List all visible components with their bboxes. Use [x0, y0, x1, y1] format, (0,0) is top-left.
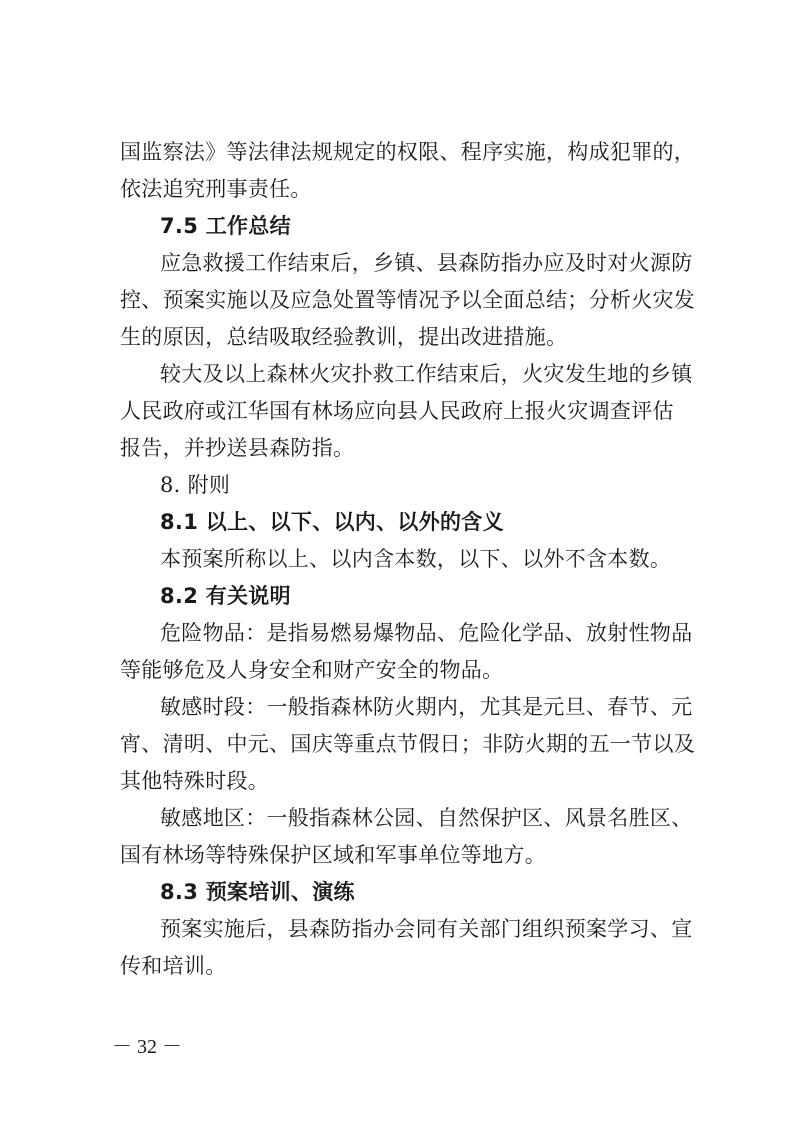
paragraph-line: 等能够危及人身安全和财产安全的物品。	[120, 658, 504, 682]
paragraph-line: 人民政府或江华国有林场应向县人民政府上报火灾调查评估	[120, 399, 674, 423]
paragraph-line: 生的原因，总结吸取经验教训，提出改进措施。	[120, 325, 568, 349]
paragraph-line: 控、预案实施以及应急处置等情况予以全面总结；分析火灾发	[120, 288, 696, 312]
paragraph-line: 应急救援工作结束后，乡镇、县森防指办应及时对火源防	[160, 251, 693, 275]
paragraph-line: 预案实施后，县森防指办会同有关部门组织预案学习、宣	[160, 917, 693, 941]
paragraph-line: 危险物品：是指易燃易爆物品、危险化学品、放射性物品	[160, 621, 693, 645]
section-heading-8-1: 8.1 以上、以下、以内、以外的含义	[160, 510, 504, 534]
paragraph-line: 本预案所称以上、以内含本数，以下、以外不含本数。	[160, 547, 672, 571]
section-heading-8-3: 8.3 预案培训、演练	[160, 880, 355, 904]
section-heading-8: 8. 附则	[160, 473, 231, 497]
paragraph-line: 其他特殊时段。	[120, 769, 270, 793]
section-heading-8-2: 8.2 有关说明	[160, 584, 291, 608]
section-heading-7-5: 7.5 工作总结	[160, 214, 291, 238]
paragraph-line: 宵、清明、中元、国庆等重点节假日；非防火期的五一节以及	[120, 732, 696, 756]
paragraph-line: 国监察法》等法律法规规定的权限、程序实施，构成犯罪的，	[120, 140, 696, 164]
paragraph-line: 国有林场等特殊保护区域和军事单位等地方。	[120, 843, 546, 867]
page-number: － 32 －	[112, 1036, 182, 1058]
paragraph-line: 报告，并抄送县森防指。	[120, 436, 355, 460]
paragraph-line: 依法追究刑事责任。	[120, 177, 312, 201]
paragraph-line: 敏感地区：一般指森林公园、自然保护区、风景名胜区、	[160, 806, 693, 830]
paragraph-line: 较大及以上森林火灾扑救工作结束后，火灾发生地的乡镇	[160, 362, 693, 386]
paragraph-line: 传和培训。	[120, 954, 227, 978]
paragraph-line: 敏感时段：一般指森林防火期内，尤其是元旦、春节、元	[160, 695, 693, 719]
